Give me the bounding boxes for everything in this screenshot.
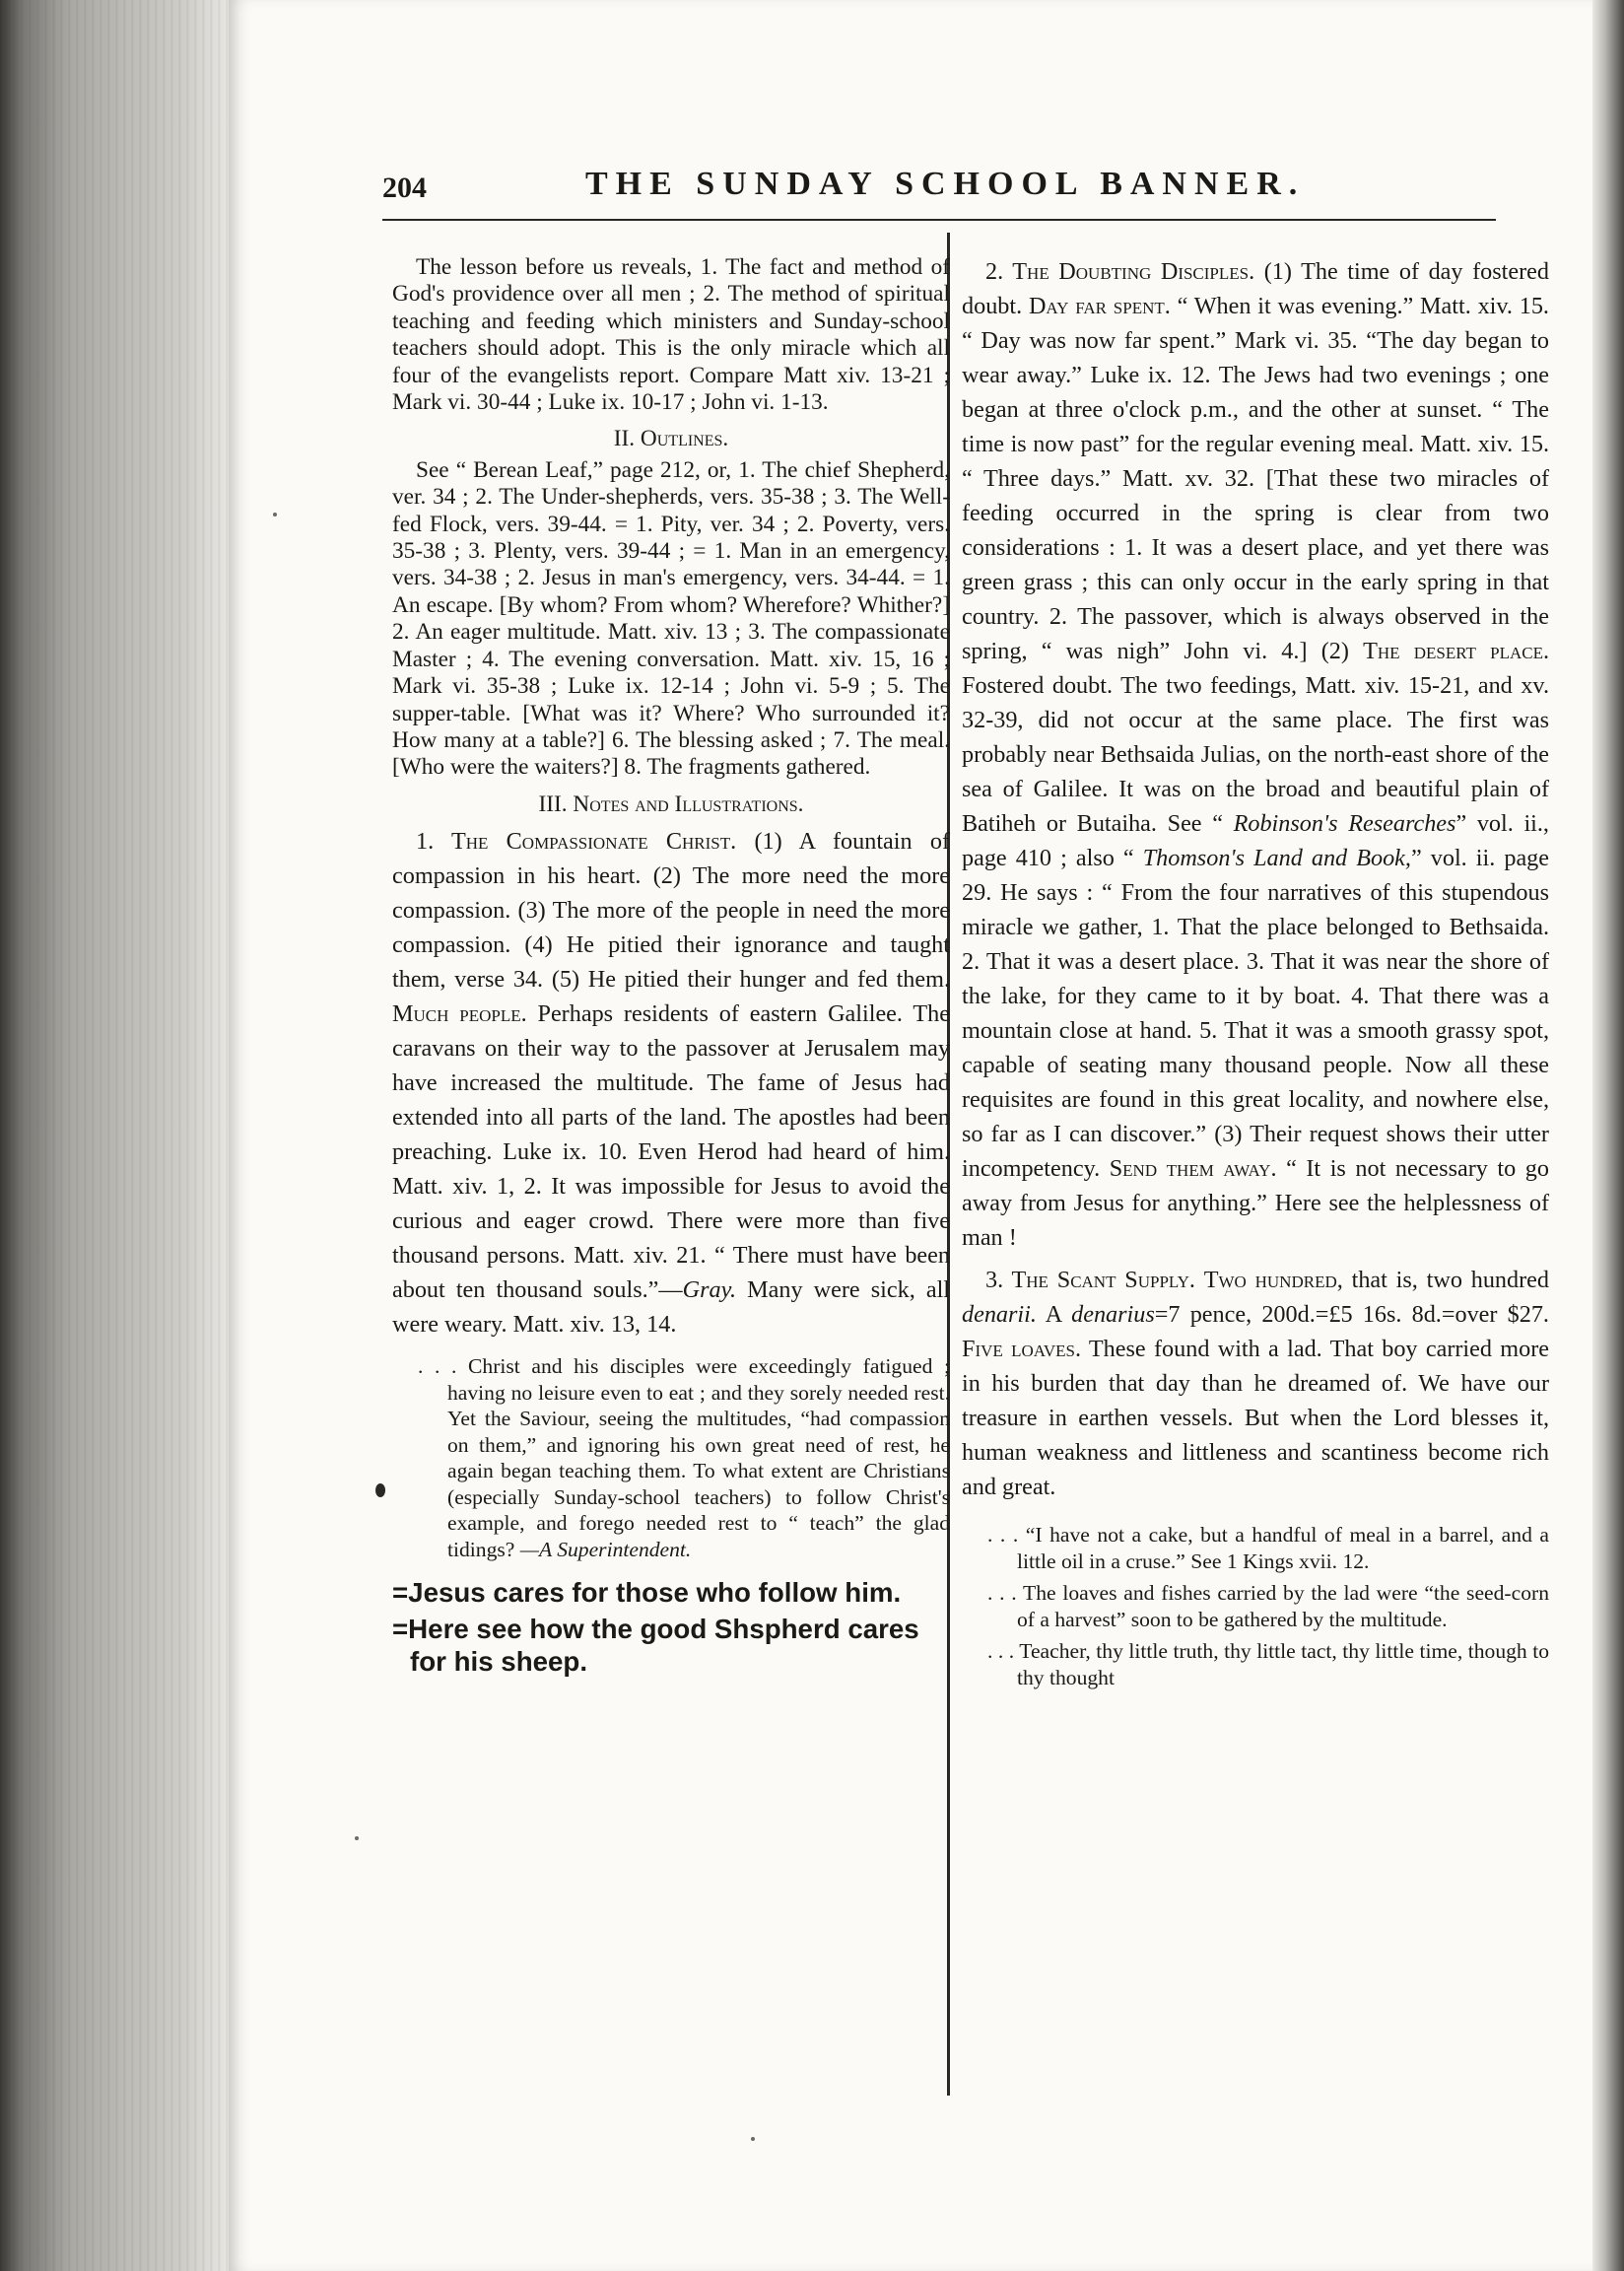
handwritten-annotation-2: =Here see how the good Shspherd cares for his sheep. [392, 1614, 919, 1678]
scant-text-b: A [1036, 1301, 1072, 1328]
quote-text: . . . Christ and his disciples were exceedingly fatigued ; having no leisure even to eat ; and they sorely needed rest. Yet the Saviour, seeing the multitudes, “had compassion on them,” and ignoring his own great need of rest, he again began teaching them. To what extent are Christians (especially Sunday-school teachers) to follow Christ's example, and forego needed rest to “ teach” the glad tidings? [418, 1354, 950, 1561]
doubting-text-a: (1) The time of day fostered doubt. [962, 258, 1549, 319]
doubting-paragraph [962, 254, 1549, 1255]
denarii-term: denarii. [962, 1301, 1037, 1328]
send-them-away-term: Send them away. [1109, 1155, 1277, 1182]
page-stack-lines [0, 0, 229, 2271]
doubting-text-e: ” vol. ii. page 29. He says : “ From the four narratives of this stupendous miracle we gather, 1. That the place belonged to Bethsaida. 2. That it was a desert place. 3. That it was near the shore of the lake, for they came to it by boat. 4. That there was a mountain close at hand. 5. That it was a smooth grassy spot, capable of seating many thousand people. Now all these requisites are found in this great locality, and nowhere else, so far as I can discover.” (3) Their request shows their utter incompetency. [962, 845, 1550, 1182]
thomson-title: Thomson's Land and Book, [1142, 845, 1411, 871]
page-outer-edge [1592, 0, 1624, 2271]
quote-teacher: . . . Teacher, thy little truth, thy little tact, thy little time, though to thy thought [987, 1639, 1549, 1689]
doubting-text-b: “ When it was evening.” Matt. xiv. 15. “ Day was now far spent.” Mark vi. 35. “The day began to wear away.” Luke ix. 12. The Jews had two evenings ; one began at three o'clock p.m., and the other at sunset. “ The time is now past” for the regular evening meal. Matt. xiv. 15. “ Three days.” Matt. xv. 32. [That these two miracles of feeding occurred in the spring is clear from two considerations : 1. It was a desert place, and yet there was green grass ; this can only occur in the early spring in that country. 2. The passover, which is always observed in the spring, “ was nigh” John vi. 4.] (2) [962, 293, 1549, 664]
compassion-text-a: (1) A fountain of compassion in his heart. (2) The more need the more compassion. (3) The more of the people in need the more compassion. (4) He pitied their ignorance and taught them, verse 34. (5) He pitied their hunger and fed them. [392, 828, 950, 994]
much-people-term: Much people. [392, 1000, 527, 1028]
scant-heading: 3. The Scant Supply. [985, 1267, 1195, 1293]
scant-text-c: =7 pence, 200d.=£5 16s. 8d.=over $27. [1154, 1301, 1549, 1328]
five-loaves-term: Five loaves. [962, 1336, 1082, 1362]
outlines-heading: II. Outlines. [613, 426, 729, 452]
right-column [962, 254, 1549, 1690]
quote-seed-corn: . . . The loaves and fishes carried by the lad were “the seed-corn of a harvest” soon to be gathered by the multitude. [987, 1581, 1549, 1631]
robinson-title: Robinson's Researches [1233, 810, 1456, 837]
ink-blot [375, 1483, 385, 1497]
header-rule [382, 219, 1496, 221]
gray-citation: Gray. [682, 1276, 737, 1304]
compassion-heading: 1. The Compassionate Christ. [416, 828, 737, 856]
stray-mark [273, 513, 277, 516]
denarius-term: denarius [1071, 1301, 1155, 1328]
doubting-text-d: ” vol. ii., page 410 ; also “ [962, 810, 1549, 871]
stray-mark [355, 1836, 359, 1840]
scant-supply-paragraph [962, 1263, 1549, 1504]
handwritten-annotation-1: =Jesus cares for those who follow him. [392, 1577, 902, 1609]
stray-mark [751, 2137, 755, 2141]
two-hundred-term: Two hundred, [1203, 1267, 1343, 1293]
superintendent-quote [418, 1353, 950, 1562]
page-header [382, 166, 1496, 217]
intro-paragraph: The lesson before us reveals, 1. The fact and method of God's providence over all men ; 2. The method of spiritual teaching and feeding which ministers and Sunday-school teachers should adopt. This is the only miracle which all four of the evangelists report. Compare Matt xiv. 13-21 ; Mark vi. 30-44 ; Luke ix. 10-17 ; John vi. 1-13. [392, 254, 950, 416]
doubting-text-c: Fostered doubt. The two feedings, Matt. xiv. 15-21, and xv. 32-39, did not occur at the same place. The first was probably near Bethsaida Julias, on the north-east shore of the sea of Galilee. It was on the broad and beautiful plain of Batiheh or Butaiha. See “ [962, 672, 1549, 837]
scant-text-d: These found with a lad. That boy carried more in his burden that day than he dreamed of. We have our treasure in earthen vessels. But when the Lord blesses it, human weakness and littleness and scantiness become rich and great. [962, 1336, 1550, 1500]
day-far-spent-term: Day far spent. [1028, 293, 1171, 319]
compassion-text-b: Perhaps residents of eastern Galilee. The caravans on their way to the passover at Jerusalem may have increased the multitude. The fame of Jesus had extended into all parts of the land. The apostles had been preaching. Luke ix. 10. Even Herod had heard of him. Matt. xiv. 1, 2. It was impossible for Jesus to avoid the curious and eager crowd. There were more than five thousand persons. Matt. xiv. 21. “ There must have been about ten thousand souls.”— [392, 1000, 950, 1304]
left-column [392, 254, 950, 1678]
page-number: 204 [382, 172, 427, 204]
quote-kings: . . . “I have not a cake, but a handful of meal in a barrel, and a little oil in a cruse.” See 1 Kings xvii. 12. [987, 1523, 1549, 1573]
compassion-text-c: Many were sick, all were weary. Matt. xiv. 13, 14. [392, 1276, 951, 1339]
desert-place-term: The desert place. [1363, 638, 1549, 664]
doubting-heading: 2. The Doubting Disciples. [985, 258, 1255, 285]
quote-attribution: —A Superintendent. [519, 1537, 692, 1561]
notes-heading: III. Notes and Illustrations. [538, 791, 804, 817]
running-title: THE SUNDAY SCHOOL BANNER. [585, 166, 1306, 202]
compassion-paragraph [392, 824, 950, 1342]
doubting-text-f: “ It is not necessary to go away from Jesus for anything.” Here see the helplessness of man ! [962, 1155, 1549, 1251]
scant-text-a: that is, two hundred [1342, 1267, 1549, 1293]
outlines-paragraph: See “ Berean Leaf,” page 212, or, 1. The chief Shepherd, ver. 34 ; 2. The Under-shepherds, vers. 35-38 ; 3. The Well-fed Flock, vers. 39-44. = 1. Pity, ver. 34 ; 2. Poverty, vers. 35-38 ; 3. Plenty, vers. 39-44 ; = 1. Man in an emergency, vers. 34-38 ; 2. Jesus in man's emergency, vers. 34-44. = 1. An escape. [By whom? From whom? Wherefore? Whither?] 2. An eager multitude. Matt. xiv. 13 ; 3. The compassionate Master ; 4. The evening conversation. Matt. xiv. 15, 16 ; Mark vi. 35-38 ; Luke ix. 12-14 ; John vi. 5-9 ; 5. The supper-table. [What was it? Where? Who surrounded it? How many at a table?] 6. The blessing asked ; 7. The meal. [Who were the waiters?] 8. The fragments gathered. [392, 456, 950, 781]
